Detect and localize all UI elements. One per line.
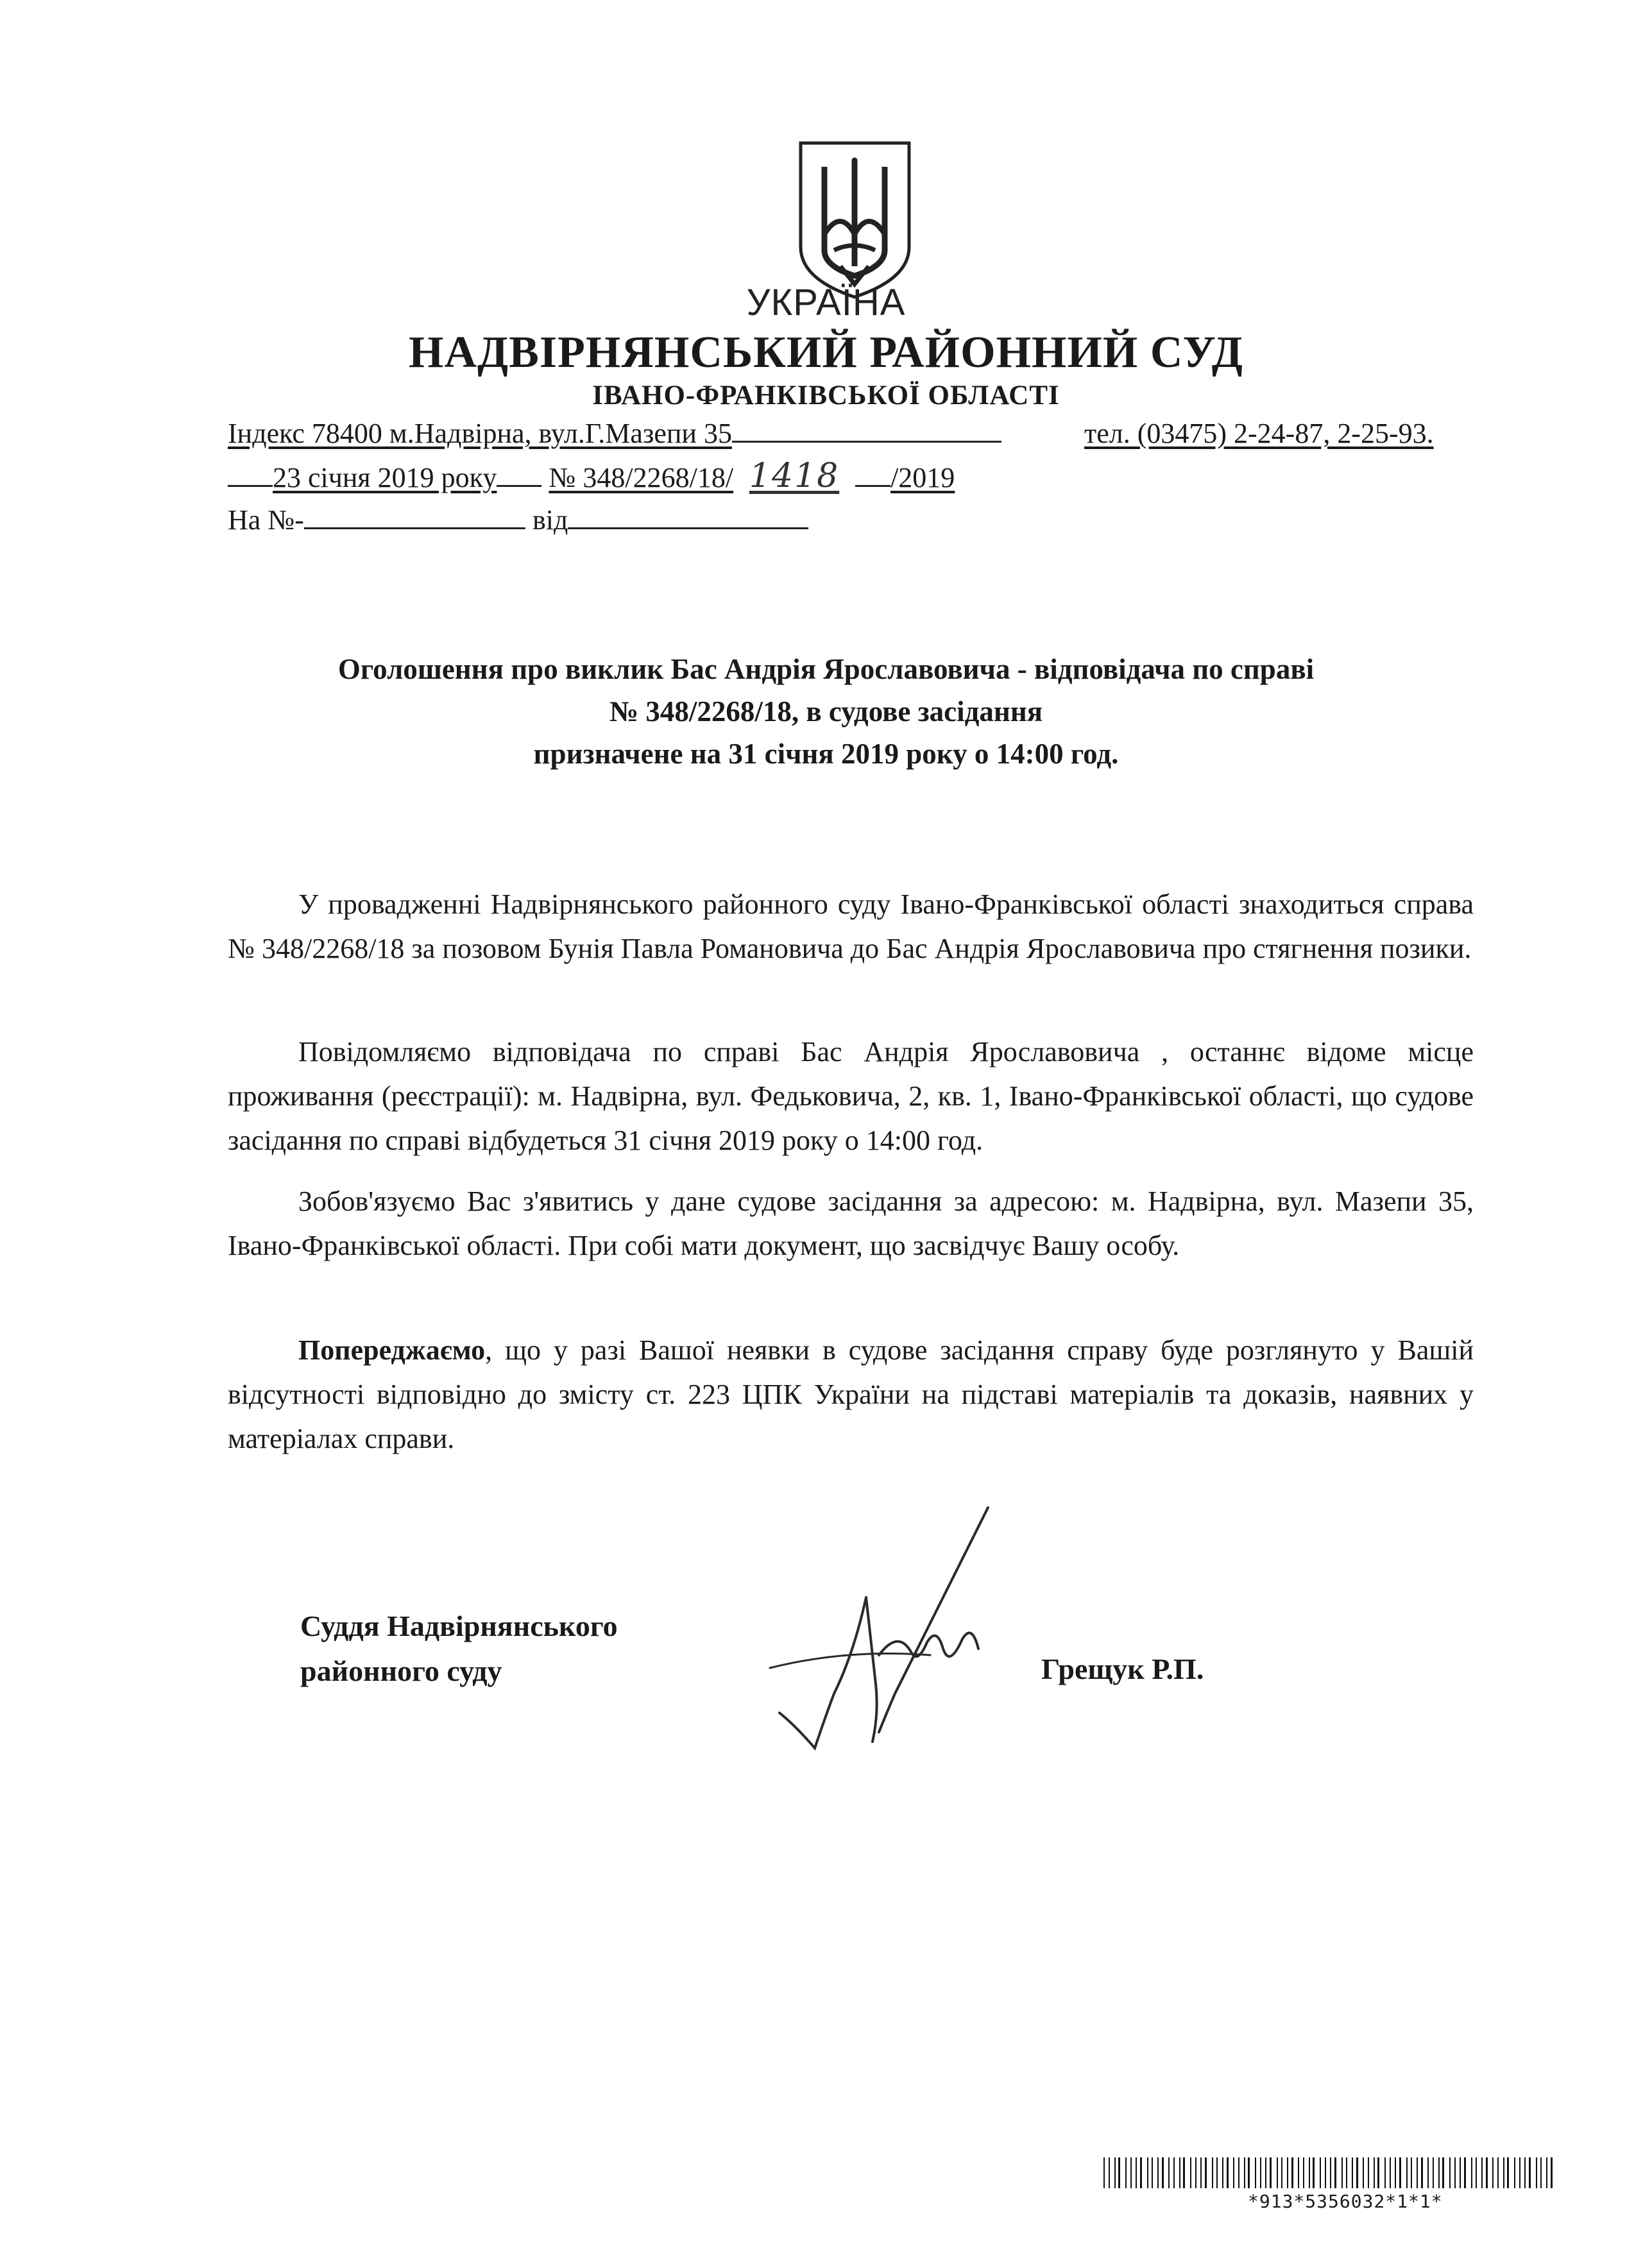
reply-to-line: [228, 504, 808, 536]
notice-title-line-2: № 348/2268/18, в судове засідання: [609, 695, 1043, 727]
letter-number-handwritten: 1418: [749, 457, 840, 495]
court-region: ІВАНО-ФРАНКІВСЬКОЇ ОБЛАСТІ: [592, 380, 1060, 411]
judge-title: [300, 1604, 618, 1694]
letter-date: 23 січня 2019 року: [273, 462, 497, 493]
letter-number-prefix: № 348/2268/18/: [549, 462, 734, 493]
handwritten-signature: [719, 1501, 1065, 1771]
trident-coat-of-arms-icon: [796, 138, 914, 302]
number-underline: [855, 463, 890, 487]
barcode-icon: [1103, 2157, 1553, 2188]
paragraph-hearing-notice: Повідомляємо відповідача по справі Бас Андрія Ярославовича , останнє відоме місце проживання (реєстрації): м. Надвірна, вул. Федьковича, 2, кв. 1, Івано-Франківської області, що судове засідання по справі відбудеться 31 січня 2019 року о 14:00 год.: [228, 1036, 1474, 1156]
notice-title-line-1: Оголошення про виклик Бас Андрія Ярославовича - відповідача по справі: [337, 653, 1315, 685]
barcode-number: *913*5356032*1*1*: [1248, 2191, 1443, 2212]
paragraph-warning: [228, 1328, 1474, 1461]
paragraph-case-info: У провадженні Надвірнянського районного суду Івано-Франківської області знаходиться справа № 348/2268/18 за позовом Бунія Павла Романовича до Бас Андрія Ярославовича про стягнення позики.: [228, 889, 1474, 964]
warning-text: , що у разі Вашої неявки в судове засідання справу буде розглянуто у Вашій відсутності відповідно до змісту ст. 223 ЦПК України на підставі матеріалів та доказів, наявних у матеріалах справи.: [228, 1334, 1474, 1454]
date-number-line: [228, 457, 955, 495]
letter-number-suffix: /2019: [890, 462, 955, 493]
warning-keyword: Попереджаємо: [298, 1334, 486, 1366]
address-line: [228, 417, 1001, 450]
reply-to-blank: [304, 506, 525, 529]
judge-title-line-1: Суддя Надвірнянського: [300, 1610, 618, 1642]
from-label: від: [532, 504, 568, 536]
country-name: УКРАЇНА: [746, 282, 906, 323]
paragraph-appearance-obligation: Зобов'язуємо Вас з'явитись у дане судове засідання за адресою: м. Надвірна, вул. Мазепи 35, Івано-Франківської області. При собі мати документ, що засвідчує Вашу особу.: [228, 1186, 1474, 1261]
judge-name: Грещук Р.П.: [1041, 1653, 1204, 1685]
from-blank: [568, 506, 808, 529]
court-name: НАДВІРНЯНСЬКИЙ РАЙОННИЙ СУД: [409, 328, 1243, 377]
court-address: Індекс 78400 м.Надвірна, вул.Г.Мазепи 35: [228, 418, 732, 449]
address-underline: [732, 419, 1001, 443]
date-underline-tail: [497, 463, 541, 487]
court-phone: тел. (03475) 2-24-87, 2-25-93.: [1084, 418, 1434, 449]
date-underline-lead: [228, 463, 273, 487]
notice-title-line-3: призначене на 31 січня 2019 року о 14:00 год.: [533, 738, 1119, 770]
judge-title-line-2: районного суду: [300, 1654, 502, 1687]
reply-to-label: На №-: [228, 504, 304, 536]
notice-title: [192, 648, 1460, 775]
